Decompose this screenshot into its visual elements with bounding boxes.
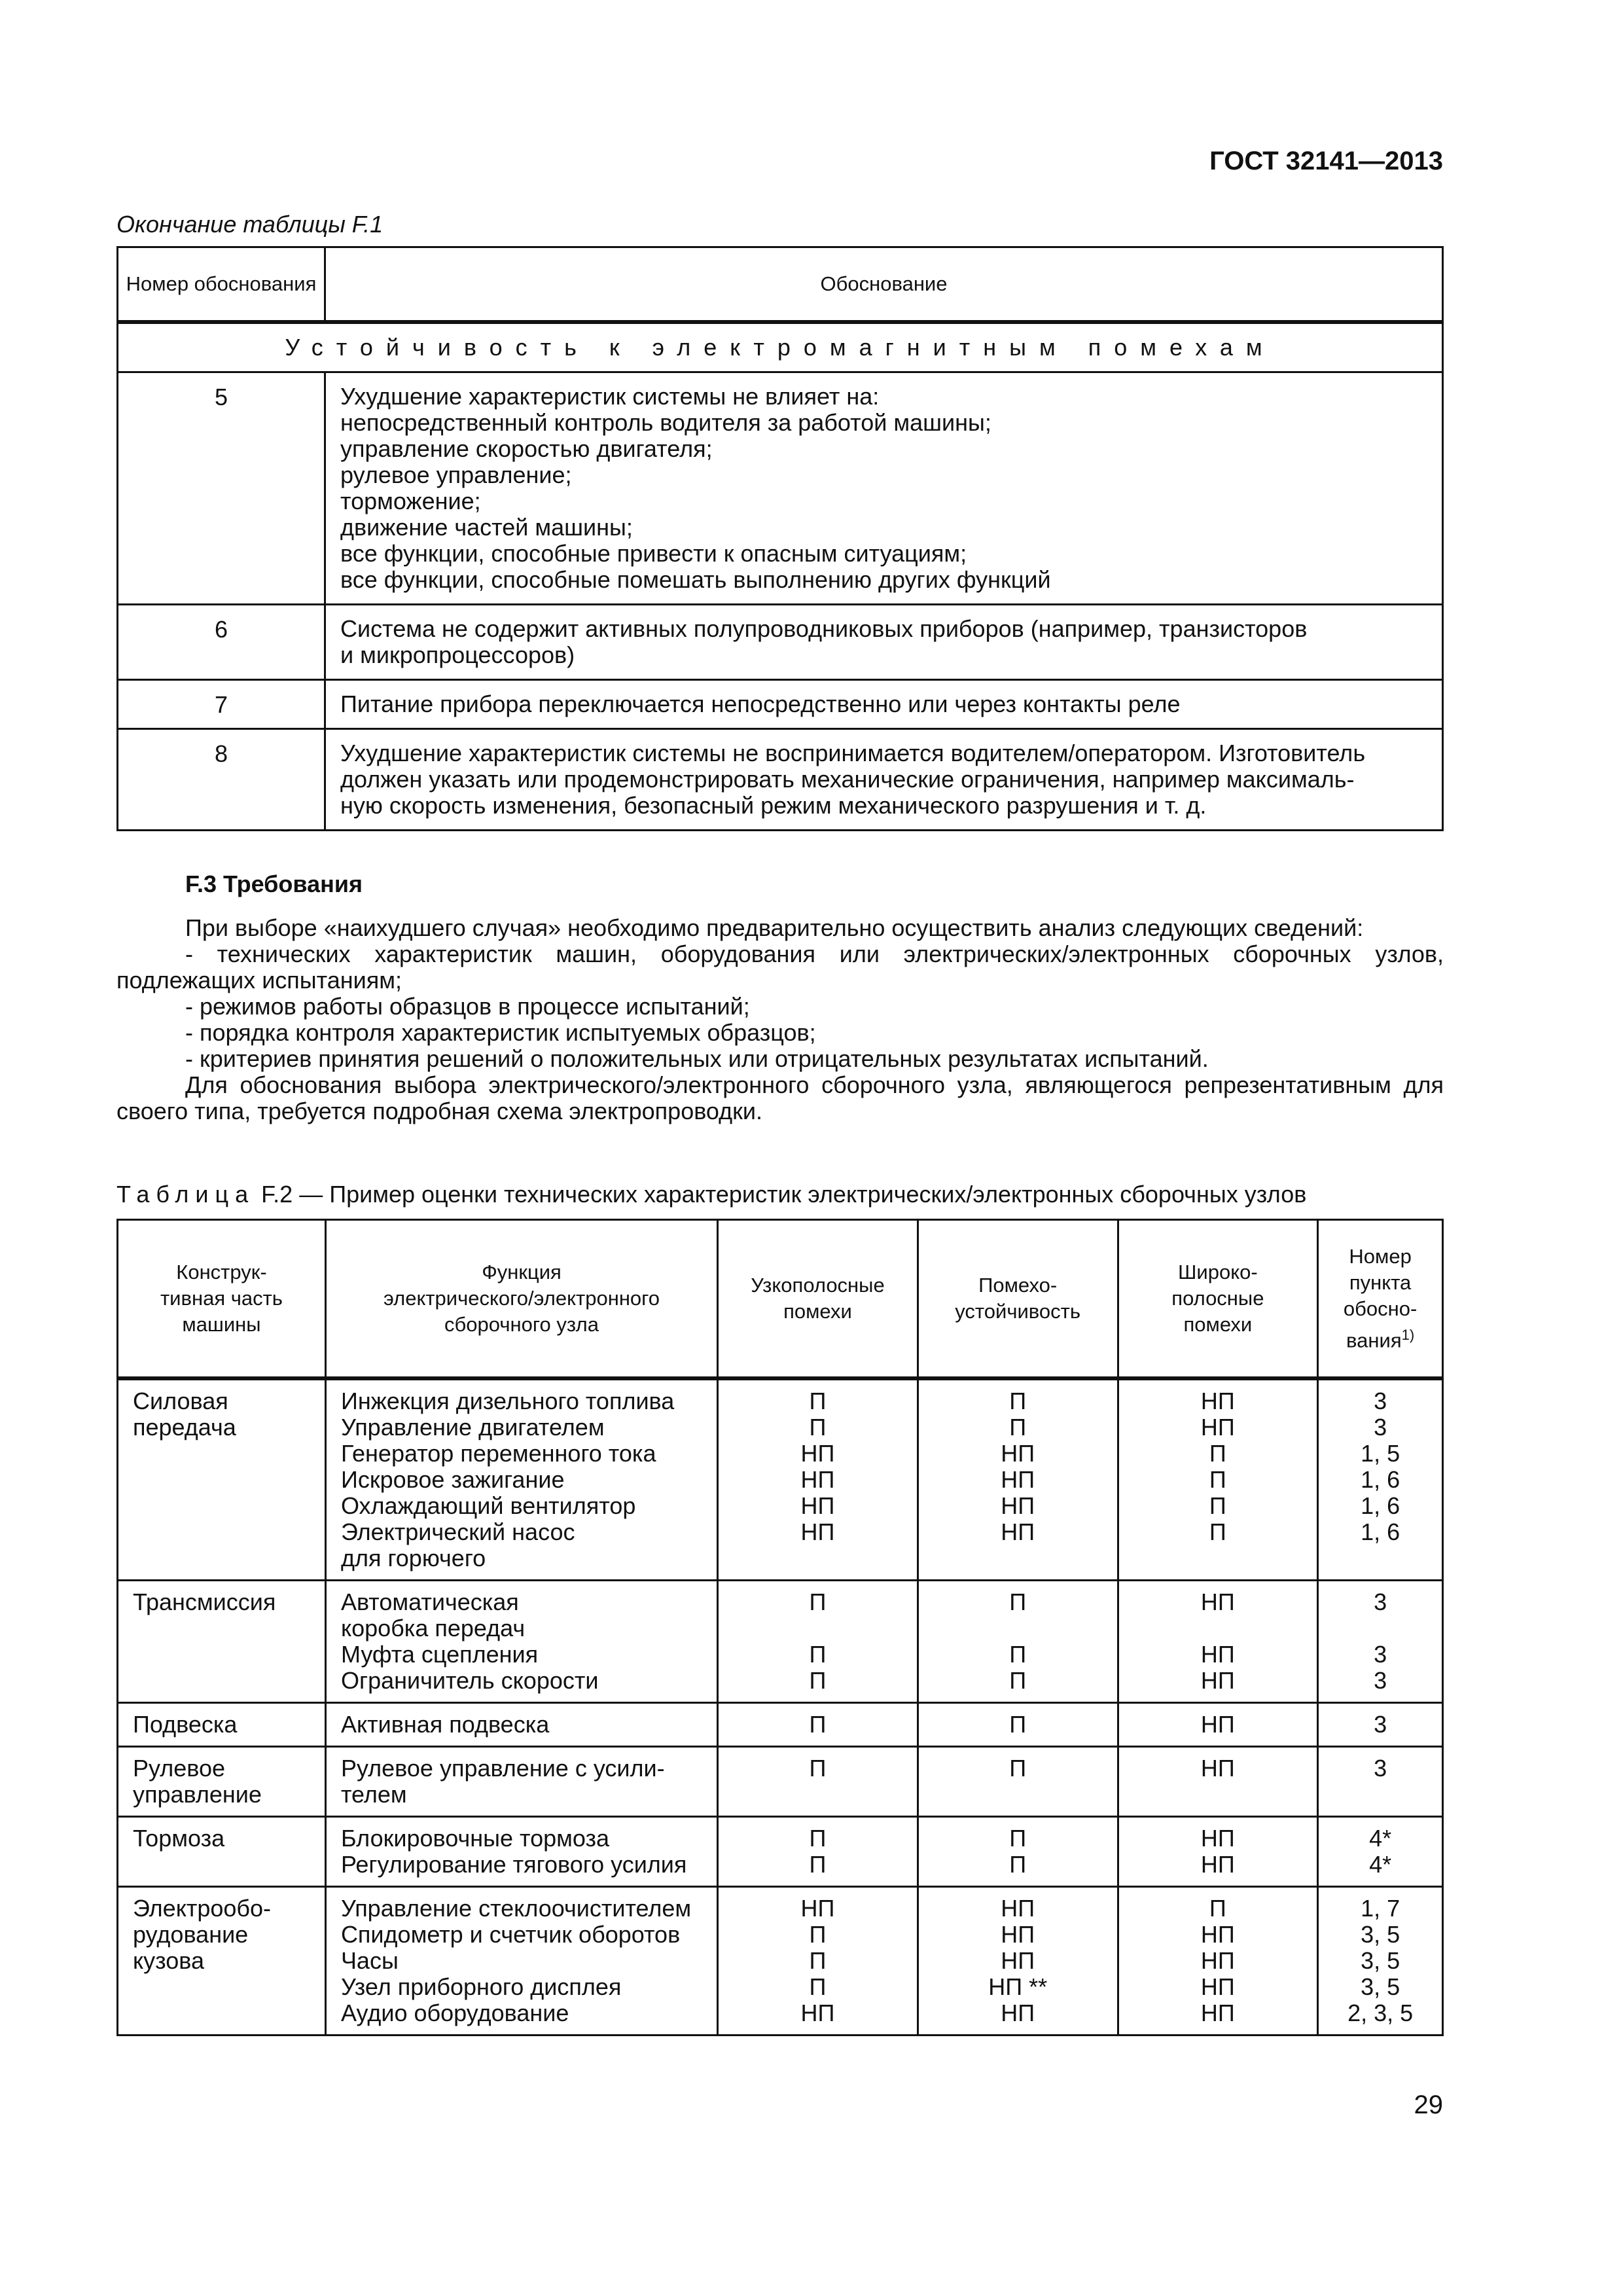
cell-line: НП (1200, 1921, 1235, 1948)
narrowband-cell (718, 1817, 918, 1887)
justification-line: управление скоростью двигателя; (340, 435, 713, 462)
cell-line (923, 1615, 1113, 1641)
header-line: электрического/электронного (383, 1287, 660, 1310)
footnote-mark: 1) (1401, 1326, 1415, 1343)
table-f1-row (118, 729, 1443, 831)
cell-line: НП (1001, 1440, 1035, 1467)
cell-line: управление (133, 1781, 262, 1808)
cell-line: Муфта сцепления (340, 1641, 539, 1668)
section-paragraph: Для обоснования выбора электрического/электронного сборочного узла, являющегося репрезентативным для своего типа, требуется подробная схема электропроводки. (116, 1071, 1444, 1124)
immunity-cell (918, 1887, 1118, 2036)
cell-line: П (809, 1711, 827, 1738)
table-f2-row (118, 1378, 1443, 1581)
section-paragraph: - режимов работы образцов в процессе испытаний; (185, 993, 750, 1020)
table-f1-row (118, 605, 1443, 680)
row-justification (325, 680, 1443, 729)
table-f1-group-title: Устойчивость к электромагнитным помехам (118, 322, 1443, 372)
broadband-cell (1118, 1703, 1318, 1747)
cell-line: Узел приборного дисплея (340, 1973, 622, 2000)
cell-line: рудование (133, 1921, 249, 1948)
table-f1-row (118, 680, 1443, 729)
header-immunity (918, 1220, 1118, 1379)
broadband-cell (1118, 1378, 1318, 1581)
machine-part-cell (118, 1887, 326, 2036)
table-f1-body (118, 372, 1443, 831)
row-number: 5 (118, 372, 325, 605)
justification-line: Система не содержит активных полупроводниковых приборов (например, транзисторов (340, 615, 1308, 642)
narrowband-cell (718, 1747, 918, 1817)
cell-line: Подвеска (133, 1711, 238, 1738)
cell-line: П (809, 1921, 827, 1948)
narrowband-cell (718, 1581, 918, 1703)
cell-line: НП (1200, 2000, 1235, 2026)
table-f2 (116, 1219, 1444, 2036)
cell-line: П (809, 1755, 827, 1782)
cell-line: НП (1200, 1588, 1235, 1615)
cell-line: 4* (1369, 1851, 1392, 1878)
justification-line: и микропроцессоров) (340, 641, 575, 668)
page-number: 29 (1414, 2090, 1443, 2119)
cell-line: П (809, 1588, 827, 1615)
header-line: помехи (783, 1300, 852, 1323)
header-line: Узкополосные (751, 1274, 885, 1297)
machine-part-cell (118, 1817, 326, 1887)
immunity-cell (918, 1703, 1118, 1747)
cell-line: П (1209, 1895, 1226, 1922)
cell-line: НП (1200, 1947, 1235, 1974)
narrowband-cell (718, 1703, 918, 1747)
table-f1-header-justification: Обоснование (325, 247, 1443, 323)
cell-line: П (809, 1667, 827, 1694)
table-f2-row (118, 1703, 1443, 1747)
header-function (325, 1220, 717, 1379)
header-machine-part (118, 1220, 326, 1379)
row-justification (325, 372, 1443, 605)
cell-line: 3 (1374, 1388, 1387, 1414)
header-line: Широко- (1178, 1261, 1258, 1283)
header-line: обосно- (1343, 1297, 1418, 1320)
header-reference (1318, 1220, 1443, 1379)
justification-line: рулевое управление; (340, 461, 572, 488)
cell-line: НП (800, 2000, 835, 2026)
cell-line: Управление стеклоочистителем (340, 1895, 692, 1922)
machine-part-cell (118, 1703, 326, 1747)
header-line: помехи (1183, 1313, 1253, 1336)
justification-line: Питание прибора переключается непосредственно или через контакты реле (340, 691, 1181, 717)
table-f1-row (118, 372, 1443, 605)
cell-line: НП (1200, 1641, 1235, 1668)
cell-line: П (809, 1973, 827, 2000)
cell-line: НП (1200, 1851, 1235, 1878)
narrowband-cell (718, 1887, 918, 2036)
header-line: машины (182, 1313, 261, 1336)
table-f1 (116, 246, 1444, 831)
row-number: 7 (118, 680, 325, 729)
cell-line: 3, 5 (1361, 1973, 1400, 2000)
cell-line: 1, 6 (1361, 1492, 1400, 1519)
cell-line: 3 (1374, 1414, 1387, 1441)
cell-line: Электрообо- (133, 1895, 272, 1922)
header-line: пункта (1349, 1270, 1412, 1294)
cell-line: 1, 7 (1361, 1895, 1400, 1922)
cell-line (1323, 1615, 1438, 1641)
cell-line: НП (800, 1895, 835, 1922)
table-f1-caption: Окончание таблицы F.1 (116, 211, 383, 238)
justification-line: все функции, способные помешать выполнению других функций (340, 566, 1051, 593)
cell-line: НП (1001, 1466, 1035, 1493)
cell-line: П (1009, 1388, 1027, 1414)
cell-line: НП (1001, 2000, 1035, 2026)
cell-line: НП (1200, 1755, 1235, 1782)
cell-line: НП (1200, 1825, 1235, 1852)
cell-line: П (1209, 1492, 1226, 1519)
section-title: F.3 Требования (185, 870, 363, 897)
table-f2-row (118, 1581, 1443, 1703)
cell-line: Блокировочные тормоза (340, 1825, 609, 1852)
cell-line: П (809, 1641, 827, 1668)
header-narrowband (718, 1220, 918, 1379)
cell-line: П (1209, 1466, 1226, 1493)
table-f2-row (118, 1887, 1443, 2036)
cell-line: П (1009, 1825, 1027, 1852)
header-line: Конструк- (176, 1261, 267, 1283)
reference-cell (1318, 1817, 1443, 1887)
reference-cell (1318, 1581, 1443, 1703)
cell-line: П (809, 1825, 827, 1852)
cell-line: НП (1001, 1947, 1035, 1974)
table-f2-header-row (118, 1220, 1443, 1379)
cell-line: 1, 6 (1361, 1518, 1400, 1545)
table-f2-row (118, 1747, 1443, 1817)
justification-line: ную скорость изменения, безопасный режим механического разрушения и т. д. (340, 792, 1207, 819)
cell-line: НП (1001, 1492, 1035, 1519)
cell-line: НП (800, 1466, 835, 1493)
function-cell (325, 1817, 717, 1887)
cell-line: Регулирование тягового усилия (340, 1851, 687, 1878)
table-f2-caption (116, 1181, 1306, 1208)
cell-line: НП (1001, 1921, 1035, 1948)
cell-line: 3 (1374, 1641, 1387, 1668)
function-cell (325, 1703, 717, 1747)
section-paragraph: - критериев принятия решений о положительных или отрицательных результатах испытаний. (185, 1045, 1209, 1072)
cell-line: 3 (1374, 1667, 1387, 1694)
justification-line: движение частей машины; (340, 514, 633, 541)
cell-line: коробка передач (340, 1615, 526, 1641)
cell-line: П (1009, 1588, 1027, 1615)
cell-line (1123, 1615, 1313, 1641)
cell-line: 4* (1369, 1825, 1392, 1852)
cell-line: Активная подвеска (340, 1711, 550, 1738)
machine-part-cell (118, 1747, 326, 1817)
function-cell (325, 1581, 717, 1703)
justification-line: торможение; (340, 488, 481, 514)
cell-line: Автоматическая (340, 1588, 519, 1615)
row-number: 6 (118, 605, 325, 680)
justification-line: должен указать или продемонстрировать механические ограничения, например максималь- (340, 766, 1355, 793)
table-f1-header-number: Номер обоснования (118, 247, 325, 323)
cell-line: для горючего (340, 1545, 486, 1571)
cell-line: П (1009, 1414, 1027, 1441)
broadband-cell (1118, 1581, 1318, 1703)
cell-line: кузова (133, 1947, 205, 1974)
row-number: 8 (118, 729, 325, 831)
cell-line: Охлаждающий вентилятор (340, 1492, 636, 1519)
cell-line: НП (1200, 1711, 1235, 1738)
cell-line: П (809, 1851, 827, 1878)
header-line: Функция (482, 1261, 562, 1283)
cell-line: П (1009, 1641, 1027, 1668)
reference-cell (1318, 1378, 1443, 1581)
cell-line: 3, 5 (1361, 1921, 1400, 1948)
section-body (116, 915, 1444, 1124)
cell-line: Генератор переменного тока (340, 1440, 656, 1467)
section-paragraph: - технических характеристик машин, оборудования или электрических/электронных сборочных узлов, подлежащих испытаниям; (116, 941, 1444, 994)
function-cell (325, 1887, 717, 2036)
cell-line: Силовая (133, 1388, 228, 1414)
header-line: вания (1346, 1329, 1402, 1352)
cell-line: П (1209, 1518, 1226, 1545)
header-line: полосные (1171, 1287, 1264, 1310)
cell-line: НП (800, 1518, 835, 1545)
cell-line: 3 (1374, 1588, 1387, 1615)
machine-part-cell (118, 1378, 326, 1581)
reference-cell (1318, 1703, 1443, 1747)
cell-line: НП (1200, 1973, 1235, 2000)
justification-line: все функции, способные привести к опасным ситуациям; (340, 540, 967, 567)
header-line: устойчивость (955, 1300, 1081, 1323)
cell-line: Тормоза (133, 1825, 225, 1852)
cell-line: 3, 5 (1361, 1947, 1400, 1974)
cell-line: Электрический насос (340, 1518, 575, 1545)
cell-line: НП (1200, 1414, 1235, 1441)
cell-line: телем (340, 1781, 407, 1808)
cell-line: НП ** (988, 1973, 1048, 2000)
immunity-cell (918, 1581, 1118, 1703)
immunity-cell (918, 1817, 1118, 1887)
cell-line: Рулевое управление с усили- (340, 1755, 665, 1782)
cell-line: П (1009, 1667, 1027, 1694)
cell-line: П (809, 1388, 827, 1414)
cell-line: 3 (1374, 1755, 1387, 1782)
cell-line: Часы (340, 1947, 399, 1974)
justification-line: Ухудшение характеристик системы не воспринимается водителем/оператором. Изготовитель (340, 740, 1366, 766)
cell-line: П (809, 1947, 827, 1974)
cell-line: НП (1001, 1895, 1035, 1922)
header-line: тивная часть (160, 1287, 283, 1310)
standard-number: ГОСТ 32141—2013 (1209, 147, 1443, 175)
table-f2-body (118, 1378, 1443, 2036)
header-line: Помехо- (978, 1274, 1058, 1297)
function-cell (325, 1747, 717, 1817)
cell-line: П (1209, 1440, 1226, 1467)
cell-line: 2, 3, 5 (1347, 2000, 1414, 2026)
cell-line: НП (1200, 1667, 1235, 1694)
cell-line: НП (1200, 1388, 1235, 1414)
cell-line: 3 (1374, 1711, 1387, 1738)
narrowband-cell (718, 1378, 918, 1581)
table-f2-caption-text: F.2 — Пример оценки технических характеристик электрических/электронных сборочных узлов (261, 1181, 1307, 1208)
cell-line: 1, 5 (1361, 1440, 1400, 1467)
header-line: сборочного узла (444, 1313, 599, 1336)
header-line-wrap (1319, 1322, 1441, 1354)
table-f2-row (118, 1817, 1443, 1887)
cell-line: Искровое зажигание (340, 1466, 565, 1493)
table-f2-caption-label: Таблица (116, 1181, 255, 1208)
immunity-cell (918, 1747, 1118, 1817)
broadband-cell (1118, 1747, 1318, 1817)
cell-line: НП (800, 1440, 835, 1467)
broadband-cell (1118, 1817, 1318, 1887)
reference-cell (1318, 1747, 1443, 1817)
cell-line: Трансмиссия (133, 1588, 276, 1615)
justification-line: Ухудшение характеристик системы не влияет на: (340, 383, 880, 410)
function-cell (325, 1378, 717, 1581)
justification-line: непосредственный контроль водителя за работой машины; (340, 409, 991, 436)
cell-line: НП (800, 1492, 835, 1519)
cell-line: П (1009, 1711, 1027, 1738)
header-broadband (1118, 1220, 1318, 1379)
section-paragraph: - порядка контроля характеристик испытуемых образцов; (185, 1019, 816, 1046)
reference-cell (1318, 1887, 1443, 2036)
cell-line: П (809, 1414, 827, 1441)
cell-line: П (1009, 1755, 1027, 1782)
immunity-cell (918, 1378, 1118, 1581)
cell-line: Рулевое (133, 1755, 226, 1782)
cell-line: НП (1001, 1518, 1035, 1545)
cell-line: Спидометр и счетчик оборотов (340, 1921, 681, 1948)
cell-line: 1, 6 (1361, 1466, 1400, 1493)
cell-line: Инжекция дизельного топлива (340, 1388, 675, 1414)
cell-line: Аудио оборудование (340, 2000, 569, 2026)
row-justification (325, 605, 1443, 680)
row-justification (325, 729, 1443, 831)
section-paragraph: При выборе «наихудшего случая» необходимо предварительно осуществить анализ следующих сведений: (185, 914, 1364, 941)
cell-line: передача (133, 1414, 236, 1441)
header-line: Номер (1349, 1244, 1412, 1268)
broadband-cell (1118, 1887, 1318, 2036)
cell-line: П (1009, 1851, 1027, 1878)
cell-line: Ограничитель скорости (340, 1667, 599, 1694)
cell-line (722, 1615, 913, 1641)
cell-line: Управление двигателем (340, 1414, 605, 1441)
machine-part-cell (118, 1581, 326, 1703)
